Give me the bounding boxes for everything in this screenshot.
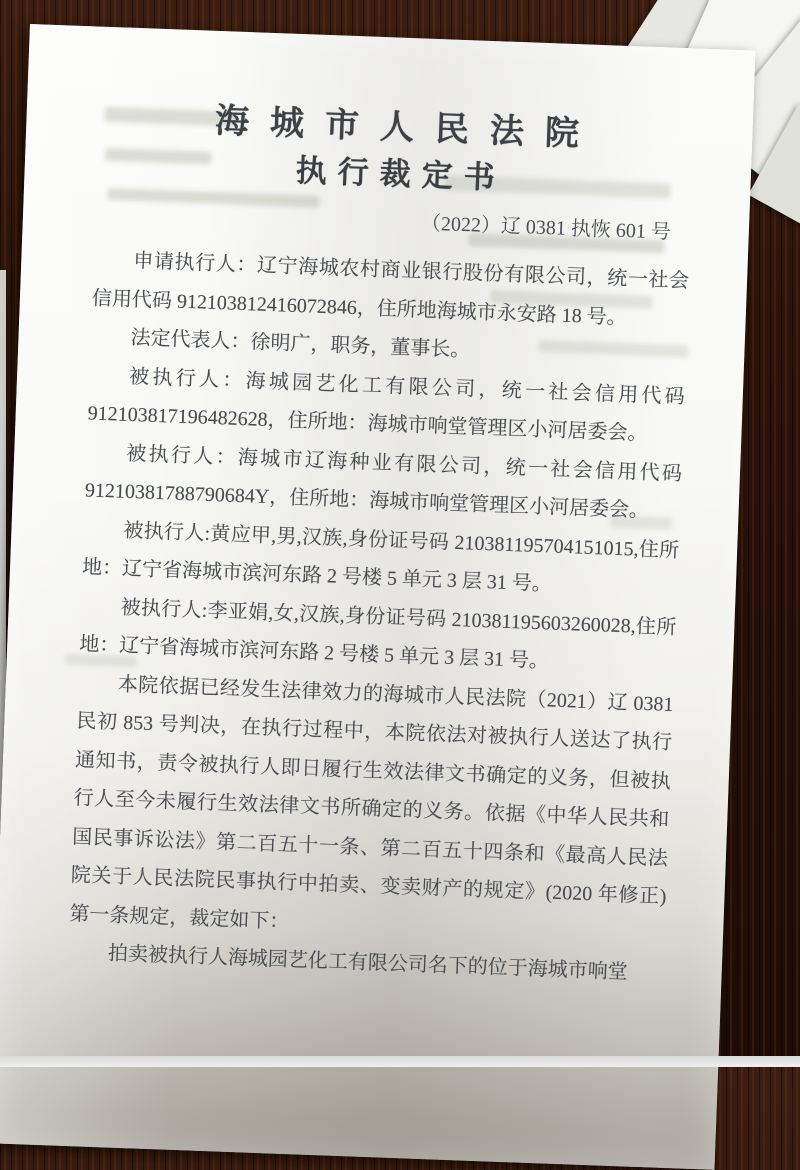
document-paragraph: 被执行人:李亚娟,女,汉族,身份证号码 210381195603260028,住所地：辽宁省海城市滨河东路 2 号楼 5 单元 3 层 31 号。	[78, 596, 677, 673]
document-title: 执行裁定书	[295, 152, 507, 196]
case-number: （2022）辽 0381 执恢 601 号	[420, 212, 672, 244]
document-paragraph: 被执行人:黄应甲,男,汉族,身份证号码 210381195704151015,住所地：辽宁省海城市滨河东路 2 号楼 5 单元 3 层 31 号。	[81, 519, 680, 596]
document-paragraph: 本院依据已经发生法律效力的海城市人民法院（2021）辽 0381 民初 853 号判决，在执行过程中，本院依法对被执行人送达了执行通知书，责令被执行人即日履行生效法律文书确定的义务，但被执行人至今未履行生效法律文书所确定的义务。依据《中华人民共和国民事诉讼法》第二百五十一条、第二百五十四条和《最高人民法院关于人民法院民事执行中拍卖、变卖财产的规定》(2020 年修正)第一条规定，裁定如下：	[69, 673, 674, 933]
ink-bleedthrough	[65, 654, 137, 668]
document-paragraph: 被执行人：海城园艺化工有限公司，统一社会信用代码 912103817196482628，住所地：海城市响堂管理区小河居委会。	[87, 365, 686, 445]
document-paragraph: 法定代表人：徐明广，职务，董事长。	[130, 326, 471, 362]
document-paragraph: 申请执行人：辽宁海城农村商业银行股份有限公司，统一社会信用代码 912103812416072846，住所地海城市永安路 18 号。	[91, 249, 690, 329]
document-paragraph: 被执行人：海城市辽海种业有限公司，统一社会信用代码 91210381788790684Y，住所地：海城市响堂管理区小河居委会。	[84, 442, 683, 523]
ink-bleedthrough	[610, 516, 672, 530]
photo-bottom-edge	[0, 1056, 800, 1067]
legal-document-page	[0, 24, 756, 1170]
court-name: 海城市人民法院	[214, 102, 601, 154]
document-paragraph: 拍卖被执行人海城园艺化工有限公司名下的位于海城市响堂	[107, 942, 629, 984]
